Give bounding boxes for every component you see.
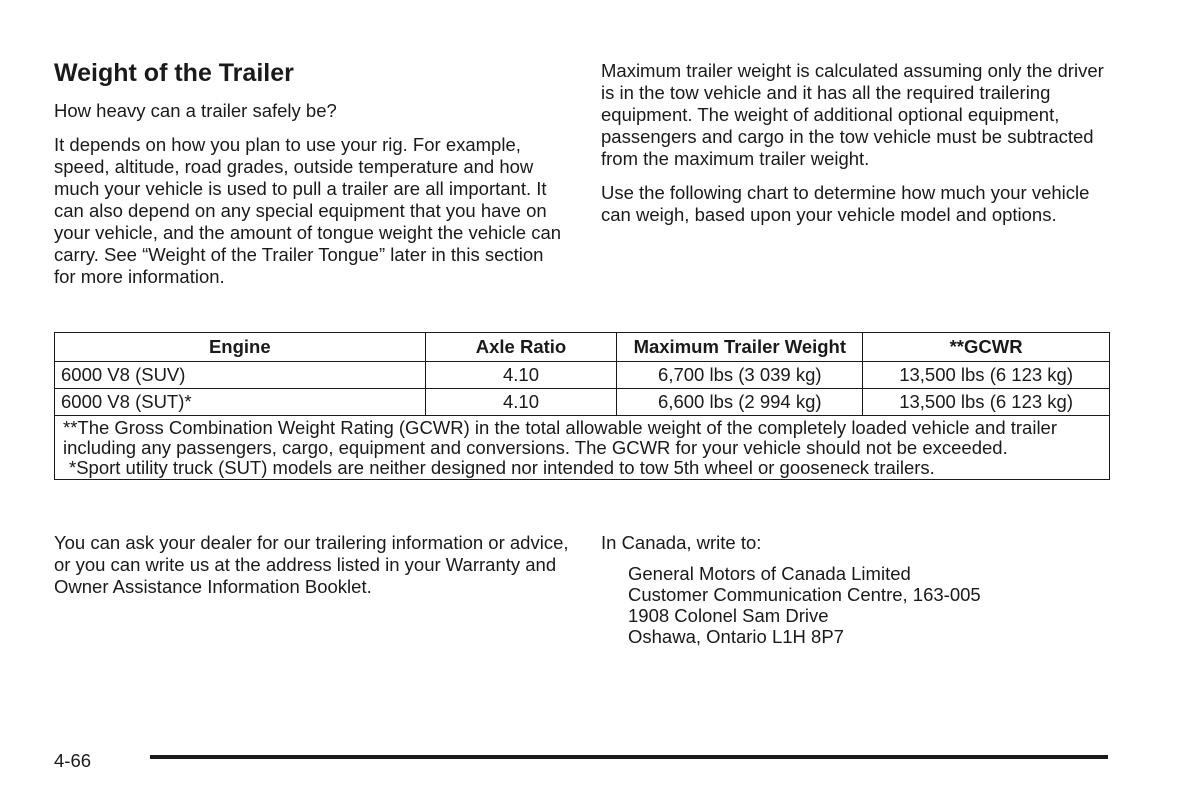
address-line: 1908 Colonel Sam Drive (628, 605, 829, 626)
footer-rule (150, 755, 1108, 759)
table-notes (55, 416, 1110, 480)
right-column-bottom (601, 532, 1121, 647)
gcwr-footnote: **The Gross Combination Weight Rating (GCWR) in the total allowable weight of the completely loaded vehicle and trailer including any passengers, cargo, equipment and conversions. The GCWR for your vehicle should not be exceeded. (63, 417, 1058, 458)
column-header-engine: Engine (55, 333, 426, 362)
intro-question: How heavy can a trailer safely be? (54, 100, 337, 121)
address-line: General Motors of Canada Limited (628, 563, 911, 584)
cell-max-trailer-weight: 6,700 lbs (3 039 kg) (617, 362, 863, 389)
cell-axle-ratio: 4.10 (425, 389, 617, 416)
cell-gcwr: 13,500 lbs (6 123 kg) (863, 362, 1110, 389)
table-row (55, 362, 1110, 389)
chart-instruction-paragraph: Use the following chart to determine how much your vehicle can weigh, based upon your vehicle model and options. (601, 182, 1090, 225)
cell-engine: 6000 V8 (SUT)* (55, 389, 426, 416)
column-header-axle-ratio: Axle Ratio (425, 333, 617, 362)
sut-footnote: *Sport utility truck (SUT) models are neither designed nor intended to tow 5th wheel or gooseneck trailers. (69, 457, 935, 478)
dealer-paragraph: You can ask your dealer for our trailering information or advice, or you can write us at the address listed in your Warranty and Owner Assistance Information Booklet. (54, 532, 569, 597)
trailer-weight-table (54, 332, 1110, 480)
column-header-max-trailer-weight: Maximum Trailer Weight (617, 333, 863, 362)
section-title: Weight of the Trailer (54, 59, 294, 87)
left-column-bottom (54, 532, 574, 610)
table-notes-row (55, 416, 1110, 480)
cell-engine: 6000 V8 (SUV) (55, 362, 426, 389)
max-weight-paragraph: Maximum trailer weight is calculated assuming only the driver is in the tow vehicle and it has all the required trailering equipment. The weight of additional optional equipment, passengers and cargo in the tow vehicle must be subtracted from the maximum trailer weight. (601, 60, 1104, 169)
page-number: 4-66 (54, 750, 92, 771)
address-line: Customer Communication Centre, 163-005 (628, 584, 981, 605)
cell-gcwr: 13,500 lbs (6 123 kg) (863, 389, 1110, 416)
usage-paragraph: It depends on how you plan to use your rig. For example, speed, altitude, road grades, outside temperature and how much your vehicle is used to pull a trailer are all important. It can also depend on any special equipment that you have on your vehicle, and the amount of tongue weight the vehicle can carry. See “Weight of the Trailer Tongue” later in this section for more information. (54, 134, 562, 287)
table-row (55, 389, 1110, 416)
column-header-gcwr: **GCWR (863, 333, 1110, 362)
left-column-top (54, 58, 564, 300)
canada-intro: In Canada, write to: (601, 532, 762, 553)
canada-address (628, 563, 1121, 647)
table-header-row (55, 333, 1110, 362)
address-line: Oshawa, Ontario L1H 8P7 (628, 626, 844, 647)
cell-axle-ratio: 4.10 (425, 362, 617, 389)
cell-max-trailer-weight: 6,600 lbs (2 994 kg) (617, 389, 863, 416)
right-column-top (601, 60, 1121, 238)
